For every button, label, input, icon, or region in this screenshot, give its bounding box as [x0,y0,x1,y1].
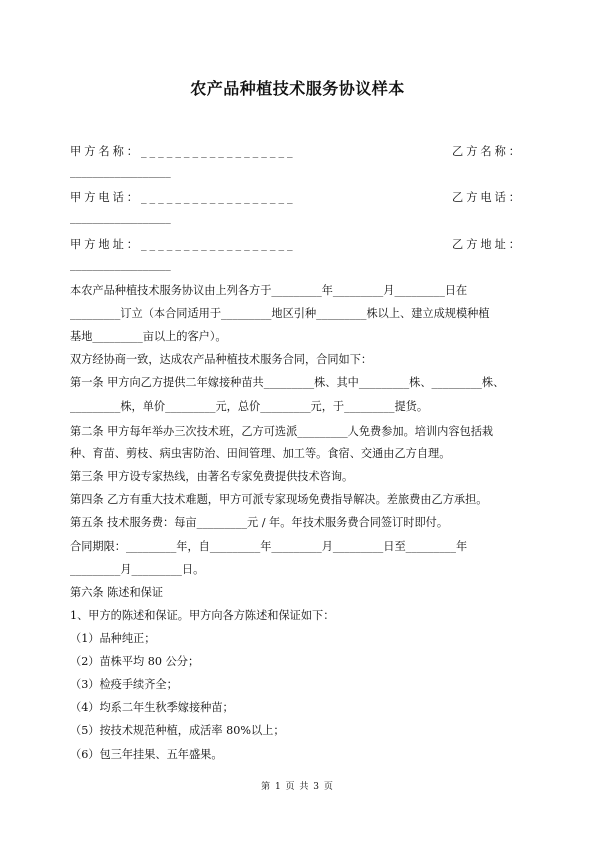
contract-term: 合同期限：_________年，自_________年_________月_________日至_________年 [70,540,468,553]
list-item: （6）包三年挂果、五年盛果。 [70,748,223,761]
clause-2: 第二条 甲方每年举办三次技术班，乙方可选派_________人免费参加。培训内容包括栽 [70,425,494,438]
body-line: 种、育苗、剪枝、病虫害防治、田间管理、加工等。食宿、交通由乙方自理。 [70,447,451,460]
page-footer: 第 1 页 共 3 页 [261,782,334,792]
list-item: （5）按技术规范种植，成活率 80%以上； [70,724,285,737]
party-a-address-field: 甲方地址：__________________ [70,238,296,251]
body-line: 1、甲方的陈述和保证。甲方向各方陈述和保证如下： [70,609,335,622]
party-b-phone-blank: __________________ [70,211,171,224]
list-item: （2）苗株平均 80 公分； [70,655,200,668]
party-b-address-blank: __________________ [70,258,171,271]
party-b-name-blank: __________________ [70,165,171,178]
body-line: _________株，单价_________元，总价_________元，于_________提货。 [70,400,429,413]
list-item: （3）检疫手续齐全； [70,678,178,691]
body-line: 基地_________亩以上的客户）。 [70,330,227,343]
list-item: （1）品种纯正； [70,632,156,645]
clause-1: 第一条 甲方向乙方提供二年嫁接种苗共_________株、其中_________株、_________株、 [70,376,505,389]
party-a-name-field: 甲方名称：__________________ [70,145,296,158]
body-line: _________订立（本合同适用于_________地区引种_________株以上、建立成规模种植 [70,307,490,320]
body-line: _________月_________日。 [70,563,205,576]
party-b-name-label: 乙方名称： [452,145,523,158]
list-item: （4）均系二年生秋季嫁接种苗； [70,701,234,714]
document-title: 农产品种植技术服务协议样本 [190,79,405,98]
clause-3: 第三条 甲方设专家热线，由著名专家免费提供技术咨询。 [70,470,354,483]
clause-5: 第五条 技术服务费：每亩_________元 / 年。年技术服务费合同签订时即付。 [70,516,449,529]
party-a-phone-field: 甲方电话：__________________ [70,191,296,204]
clause-4: 第四条 乙方有重大技术难题，甲方可派专家现场免费指导解决。差旅费由乙方承担。 [70,493,488,506]
party-b-address-label: 乙方地址： [452,238,523,251]
body-line: 双方经协商一致，达成农产品种植技术服务合同，合同如下： [70,353,373,366]
clause-6-heading: 第六条 陈述和保证 [70,586,164,599]
party-b-phone-label: 乙方电话： [452,191,523,204]
body-line: 本农产品种植技术服务协议由上列各方于_________年_________月_________日在 [70,284,468,297]
